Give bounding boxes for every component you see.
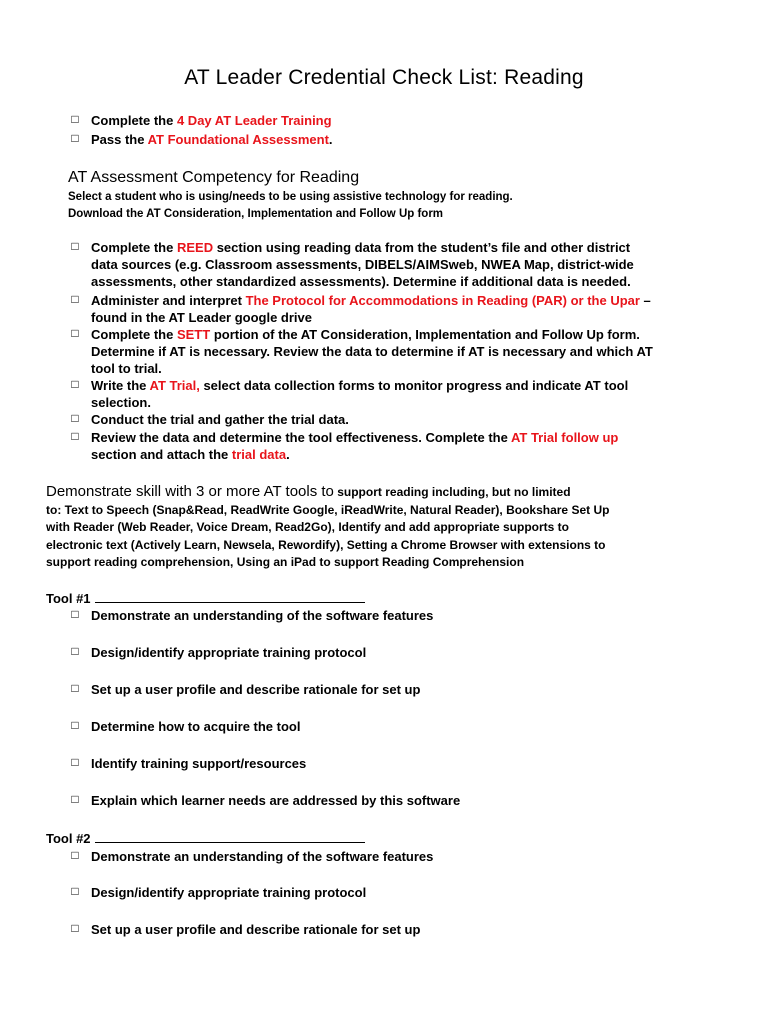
step-conduct-trial: Conduct the trial and gather the trial data. <box>91 412 349 427</box>
checkbox-icon: □ <box>71 377 79 391</box>
competency-line: Download the AT Consideration, Implementation and Follow Up form <box>68 208 444 220</box>
step-review: Review the data and determine the tool effectiveness. Complete the AT Trial follow up section and attach the trial data. <box>91 430 619 462</box>
demonstrate-lead: Demonstrate skill with 3 or more AT tools to <box>46 483 334 500</box>
checkbox-icon: □ <box>71 326 79 340</box>
tool-1-item: Explain which learner needs are addressed by this software <box>91 793 461 808</box>
checkbox-icon: □ <box>71 292 79 306</box>
par-link[interactable]: The Protocol for Accommodations in Reading (PAR) or the Upar <box>245 293 640 308</box>
tool-1-item: Determine how to acquire the tool <box>91 719 301 734</box>
tool-2-item: Demonstrate an understanding of the software features <box>91 849 434 864</box>
prereq-training: Complete the 4 Day AT Leader Training <box>91 113 332 128</box>
checkbox-icon: □ <box>71 848 79 862</box>
competency-heading: AT Assessment Competency for Reading <box>68 169 360 186</box>
checkbox-icon: □ <box>71 792 79 806</box>
prereq-assessment: Pass the AT Foundational Assessment. <box>91 132 333 147</box>
tool-2-header: Tool #2 <box>46 830 365 846</box>
at-trial-link[interactable]: AT Trial, <box>149 378 200 393</box>
step-at-trial: Write the AT Trial, select data collection forms to monitor progress and indicate AT tool selection. <box>91 378 629 410</box>
tool-2-item: Design/identify appropriate training protocol <box>91 885 367 900</box>
tool-1-name-field[interactable] <box>95 590 365 603</box>
training-link[interactable]: 4 Day AT Leader Training <box>176 113 332 128</box>
checkbox-icon: □ <box>71 112 79 126</box>
checkbox-icon: □ <box>71 607 79 621</box>
checkbox-icon: □ <box>71 239 79 253</box>
checkbox-icon: □ <box>71 884 79 898</box>
checkbox-icon: □ <box>71 718 79 732</box>
tool-1-header: Tool #1 <box>46 590 365 606</box>
checkbox-icon: □ <box>71 644 79 658</box>
tool-1-item: Set up a user profile and describe rationale for set up <box>91 682 421 697</box>
step-sett: Complete the SETT portion of the AT Consideration, Implementation and Follow Up form. Determine if AT is necessary. Review the data to determine if AT is necessary and which AT tool to trial. <box>91 327 653 376</box>
trial-data-link[interactable]: trial data <box>231 447 287 462</box>
checkbox-icon: □ <box>71 131 79 145</box>
tool-2-name-field[interactable] <box>95 830 365 843</box>
step-par: Administer and interpret The Protocol for Accommodations in Reading (PAR) or the Upar – found in the AT Leader google drive <box>91 293 651 325</box>
checkbox-icon: □ <box>71 921 79 935</box>
checkbox-icon: □ <box>71 681 79 695</box>
reed-link[interactable]: REED <box>176 240 214 255</box>
tool-1-item: Demonstrate an understanding of the software features <box>91 608 434 623</box>
checkbox-icon: □ <box>71 429 79 443</box>
tool-1-item: Design/identify appropriate training protocol <box>91 645 367 660</box>
step-reed: Complete the REED section using reading data from the student’s file and other district data sources (e.g. Classroom assessments, DIBELS/AIMSweb, NWEA Map, district-wide assessments, other standardized assessments). Determine if additional data is needed. <box>91 240 634 289</box>
demonstrate-paragraph: Demonstrate skill with 3 or more AT tools to support reading including, but no limited to: Text to Speech (Snap&Read, ReadWrite Google, iReadWrite, Natural Reader), Bookshare Set Up with Reader (Web Reader, Voice Dream, Read2Go), Identify and add appropriate supports to electronic text (Actively Learn, Newsela, Rewordify), Setting a Chrome Browser with extensions to support reading comprehension, Using an iPad to support Reading Comprehension <box>46 483 610 569</box>
checkbox-icon: □ <box>71 755 79 769</box>
tool-2-item: Set up a user profile and describe rationale for set up <box>91 922 421 937</box>
checkbox-icon: □ <box>71 411 79 425</box>
page-title: AT Leader Credential Check List: Reading <box>184 66 584 89</box>
competency-line: Select a student who is using/needs to be using assistive technology for reading. <box>68 191 513 203</box>
trial-follow-up-link[interactable]: AT Trial follow up <box>510 430 619 445</box>
sett-link[interactable]: SETT <box>176 327 211 342</box>
tool-1-item: Identify training support/resources <box>91 756 307 771</box>
assessment-link[interactable]: AT Foundational Assessment <box>147 132 329 147</box>
